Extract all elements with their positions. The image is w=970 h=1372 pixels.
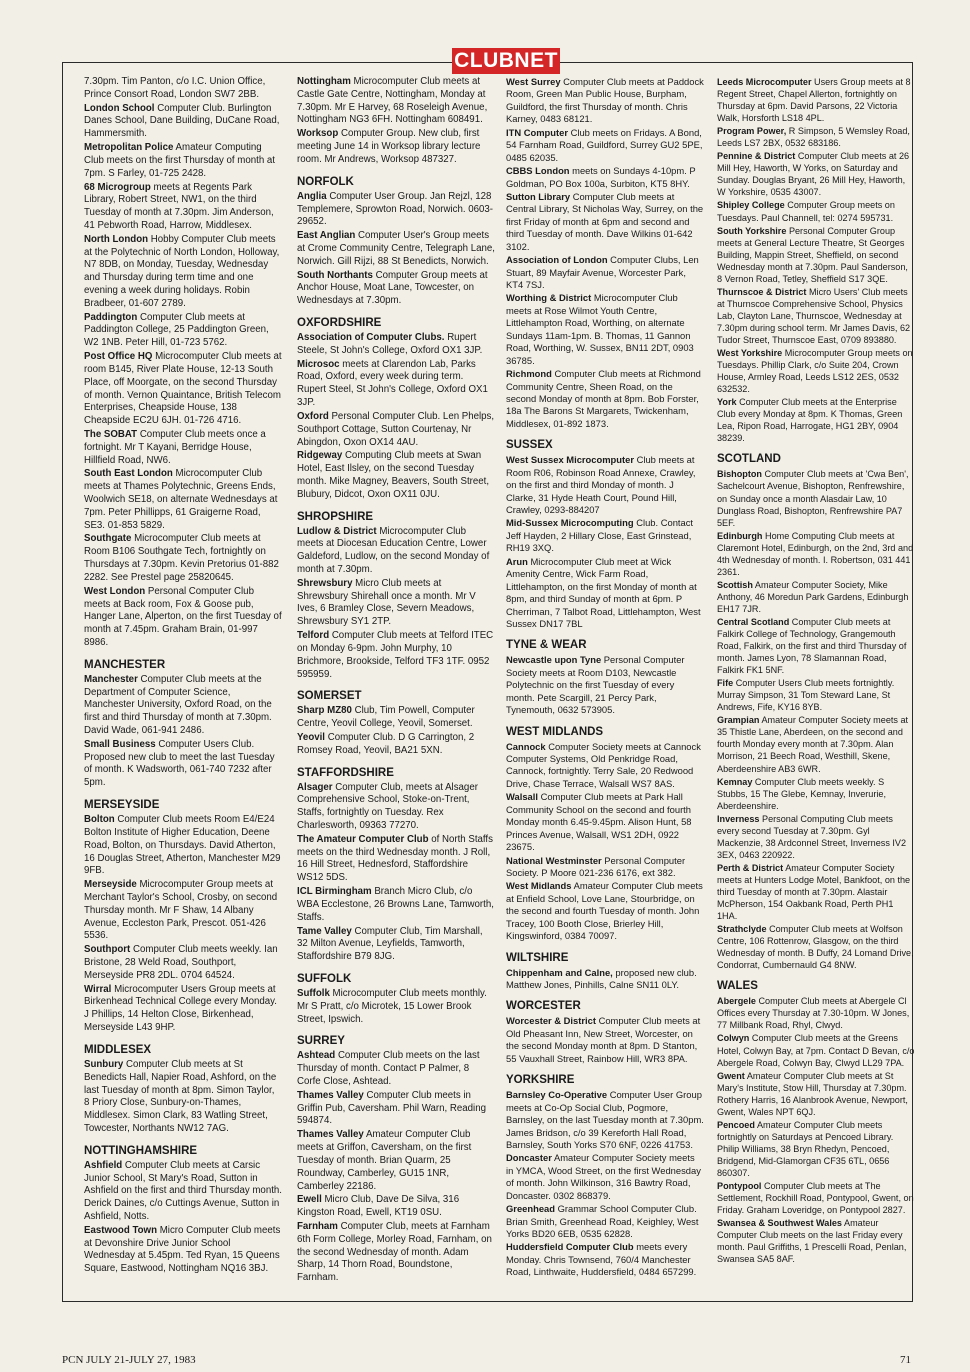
club-name: Walsall xyxy=(506,791,538,803)
page-number: 71 xyxy=(900,1354,911,1366)
club-name: Huddersfield Computer Club xyxy=(506,1241,634,1253)
club-details: Microcomputer Club meets at Diocesan Education Centre, Lower Galdeford, Ludlow, on the second Monday of month at 7.30pm. xyxy=(297,525,490,575)
club-details: Computer Club meets at the Greens Hotel, Colwyn Bay, at 7pm. Contact D Bevan, c/o Abergele Road, Colwyn Bay, Clwyd LL29 7PA. xyxy=(717,1033,915,1068)
club-name: Kemnay xyxy=(717,776,753,787)
club-name: Ashfield xyxy=(84,1159,123,1171)
club-details: Microcomputer Club meets at Rose Wilmot Youth Centre, Littlehampton Road, Worthing, on alternate Sundays 11am-1pm. B. Thomas, 11 Gannon Road, Worthing, W. Sussex, BN11 2DT, 0903 36785. xyxy=(506,292,694,366)
club-details: Computer Club meets at Central Library, St Nicholas Way, Surrey, on the first Friday of month at 6pm and second and third Tuesday of month. Dave Wilkins 01-642 3102. xyxy=(506,190,704,252)
club-details: Microcomputer Users Group meets at Birkenhead Technical College every Monday. J Phillips, 14 Helton Close, Birkenhead, Merseyside L43 9HP. xyxy=(84,983,277,1034)
club-details: Branch Micro Club, c/o WBA Ecclestone, 26 Browns Lane, Tamworth, Staffs. xyxy=(297,886,494,923)
club-entry xyxy=(297,1050,495,1088)
club-name: North London xyxy=(84,233,149,245)
club-details: Microcomputer Group meets on Tuesdays. Phillip Clark, c/o Suite 204, Crown House, Armley Road, Leeds LS12 2ES, 0532 632532. xyxy=(717,348,913,395)
club-details: Computer Club meets at Old Pheasant Inn, New Street, Worcester, on the second Monday month at 8pm. D Stanton, 55 Vauxhall Street, Rainbow Hill, WR3 8PA. xyxy=(506,1015,701,1064)
club-name: Central Scotland xyxy=(717,616,790,627)
club-entry xyxy=(506,741,704,791)
club-entry xyxy=(717,923,915,971)
club-entry xyxy=(717,1119,915,1179)
club-entry xyxy=(84,103,282,141)
club-entry xyxy=(297,1194,495,1220)
club-entry xyxy=(84,879,282,943)
club-details: Computer Club. D G Carrington, 2 Romsey Road, Yeovil, BA21 5XN. xyxy=(297,731,475,756)
club-details: Amateur Computer Club meets fortnightly on Saturdays at Pencoed Library. Philip Williams, 38 Bryn Rhedyn, Pencoed, Bridgend, Mid-Glamorgan CF35 6TL, 0656 860307. xyxy=(717,1119,894,1178)
club-entry xyxy=(297,732,495,758)
club-entry xyxy=(506,1203,704,1240)
club-details: Amateur Computer Society meets at 35 Thistle Lane, Aberdeen, on the second and fourth Monday every month at 7.30pm. Alan Morrison, 21 Beech Road, Westhill, Skene, Aberdeenshire AB3 6WR. xyxy=(717,715,909,774)
club-name: Chippenham and Calne, xyxy=(506,966,613,978)
club-entry xyxy=(84,586,282,650)
club-entry xyxy=(297,1090,495,1128)
club-entry xyxy=(84,944,282,982)
club-entry xyxy=(717,76,915,124)
club-details: Computer Club meets at Paddington College, 25 Paddington Green, W2 1NB. Peter Hill, 01-723 5762. xyxy=(84,311,269,349)
region-heading: WEST MIDLANDS xyxy=(506,725,604,738)
club-name: Wirral xyxy=(84,983,112,995)
club-name: Ewell xyxy=(297,1194,322,1206)
club-entry xyxy=(297,705,495,731)
club-entry xyxy=(506,855,704,880)
region-heading: STAFFORDSHIRE xyxy=(297,766,394,779)
club-entry xyxy=(506,791,704,853)
club-entry xyxy=(506,556,704,631)
club-details: Computing Club meets at Swan Hotel, East Ilsley, on the second Tuesday month. Mike Magney, Beavers, South Street, Blubury, Didcot, Oxon OX11 0JU. xyxy=(297,450,490,500)
club-details: Personal Computer Club. Len Phelps, Southport Cottage, Sutton Courtenay, Nr Abingdon, Oxon OX14 4AU. xyxy=(297,410,495,448)
region-heading: SUFFOLK xyxy=(297,972,352,985)
club-name: Ashtead xyxy=(297,1050,336,1062)
club-name: Southport xyxy=(84,944,131,956)
club-details: Computer Club meets at Wolfson Centre, 106 Rottenrow, Glasgow, on the third Wednesday of month. B Duffy, 24 Lomand Drive, Condorrat, Cumbernauld G4 8NW. xyxy=(717,924,914,971)
club-details: Amateur Computer Club meets on the last Friday every month. Paul Griffiths, 1 Prescelli Road, Penlan, Swansea SA5 8AF. xyxy=(717,1218,907,1265)
club-details: Computer Club meets at the Enterprise Club every Monday at 8pm. K Thomas, Green Lea, Ripon Road, Harrogate, HG1 2BY, 0904 38239. xyxy=(717,397,903,444)
club-entry xyxy=(297,834,495,885)
club-details: Computer Club meets at 26 Mill Hey, Haworth, W Yorks, on Saturday and Sunday. Douglas Bryant, 26 Mill Hey, Haworth, W Yorkshire, 0535 43007. xyxy=(717,151,910,198)
club-details: Computer Club meets at Carsic Junior School, St Mary's Road, Sutton in Ashfield on the first and third Thursday month. Derick Daines, c/o Cuttings Avenue, Sutton in Ashfield, Notts. xyxy=(84,1159,282,1222)
club-name: Doncaster xyxy=(506,1152,552,1164)
club-name: Oxford xyxy=(297,410,329,422)
club-name: Shrewsbury xyxy=(297,577,353,589)
club-entry xyxy=(717,579,915,615)
club-details: 7.30pm. Tim Panton, c/o I.C. Union Office, Prince Consort Road, London SW7 2BB. xyxy=(84,76,266,100)
club-name: South East London xyxy=(84,468,173,480)
club-details: meets at Clarendon Lab, Parks Road, Oxford, every week during term. Rupert Steel, St John's College, Oxford OX1 3JP. xyxy=(297,358,488,409)
club-entry xyxy=(84,429,282,467)
club-entry xyxy=(297,128,495,166)
club-name: York xyxy=(717,397,737,408)
club-entry xyxy=(717,1070,915,1118)
club-details: Microcomputer Club meets monthly. Mr S Pratt, c/o Microtek, 15 Lower Brook Street, Ipswich. xyxy=(297,987,487,1025)
club-details: Computer Group. New club, first meeting June 14 in Worksop library lecture room. Mr Andrews, Worksop 487327. xyxy=(297,128,481,165)
club-name: Farnham xyxy=(297,1220,338,1232)
club-details: Computer Club meets Room E4/E24 Bolton Institute of Higher Education, Deene Road, Bolton, on Thursdays. David Atherton, 16 Douglas Street, Atherton, Manchester M29 9FB. xyxy=(84,814,281,877)
club-details: Computer Club meets weekly. S Stubbs, 15 The Glebe, Kemnay, Inverurie, Aberdeenshire. xyxy=(717,776,887,811)
club-entry xyxy=(297,988,495,1026)
club-details: proposed new club. Matthew Jones, Pinhills, Calne SN11 0LY. xyxy=(506,966,697,990)
club-entry xyxy=(717,776,915,812)
column-1 xyxy=(84,76,282,1277)
club-details: Microcomputer Club meets at Room B106 Southgate Tech, fortnightly on Thursdays at 7.30pm. Kevin Pretorius 01-882 2282. See Prestel page 25820645. xyxy=(84,533,279,583)
region-heading: NORFOLK xyxy=(297,175,354,188)
club-entry xyxy=(717,813,915,861)
club-name: West Surrey xyxy=(506,76,561,87)
club-name: Thames Valley xyxy=(297,1129,364,1141)
club-name: Thames Valley xyxy=(297,1089,364,1101)
club-entry-continued xyxy=(84,76,282,102)
club-entry xyxy=(717,714,915,774)
club-entry xyxy=(297,191,495,229)
club-entry xyxy=(297,270,495,308)
region-heading: WALES xyxy=(717,980,758,993)
club-name: Pencoed xyxy=(717,1119,755,1130)
region-heading: WILTSHIRE xyxy=(506,951,569,964)
club-name: Richmond xyxy=(506,368,552,380)
club-name: Grampian xyxy=(717,715,760,726)
club-details: Amateur Computer Society meets at Hunters Lodge Motel, Bankfoot, on the third Tuesday of month at 7.30pm. Alastair McPherson, 154 Oakbank Road, Perth PH1 1HA. xyxy=(717,862,911,922)
club-details: Computer Club meets at Richmond Community Centre, Sheen Road, on the second Monday of month at 8pm. Bob Forster, 18a The Barons St Margarets, Twickenham, Middlesex, 01-892 1873. xyxy=(506,368,701,429)
club-entry xyxy=(84,984,282,1035)
club-name: Cannock xyxy=(506,740,546,752)
club-details: Computer Club, meets at Alsager Comprehensive School, Stoke-on-Trent, Staffs, fortnightly on Tuesday. Rex Charlesworth, 09363 77270. xyxy=(297,781,478,831)
club-entry xyxy=(297,526,495,577)
club-name: ICL Birmingham xyxy=(297,886,372,898)
club-entry xyxy=(506,254,704,291)
club-entry xyxy=(84,1160,282,1224)
club-name: South Northants xyxy=(297,269,373,281)
club-name: Eastwood Town xyxy=(84,1224,158,1236)
club-name: Swansea & Southwest Wales xyxy=(717,1218,842,1229)
club-details: Micro Club meets at Shrewsbury Shirehall once a month. Mr V Ives, 6 Bramley Close, Severn Meadows, Shrewsbury SY1 2TP. xyxy=(297,577,476,628)
club-name: Sutton Library xyxy=(506,190,571,202)
club-name: West London xyxy=(84,585,146,597)
club-details: Computer Club meets in Griffin Pub, Caversham. Phil Warn, Reading 594874. xyxy=(297,1089,486,1127)
club-entry xyxy=(717,150,915,198)
club-details: Amateur Computer Club meets at Griffon, Caversham, on the first Tuesday of month. Brian Quarm, 25 Roundway, Camberley, GU15 1NR, Camberley 22186. xyxy=(297,1129,472,1192)
club-details: Computer Club meets on the last Thursday of month. Contact P Palmer, 8 Corfe Close, Ashtead. xyxy=(297,1050,480,1087)
club-details: Computer User Group. Jan Rejzl, 128 Templemere, Sprowton Road, Norwich. 0603-29652. xyxy=(297,190,493,228)
club-entry xyxy=(717,199,915,223)
region-heading: OXFORDSHIRE xyxy=(297,317,382,329)
club-name: Inverness xyxy=(717,813,760,824)
club-details: Computer Club meets once a fortnight. Mr T Kayani, Berridge House, Hillfield Road, NW6. xyxy=(84,428,266,466)
region-heading: MIDDLESEX xyxy=(84,1043,152,1056)
club-entry xyxy=(506,880,704,942)
club-name: Telford xyxy=(297,630,330,642)
club-entry xyxy=(297,886,495,924)
club-entry xyxy=(717,995,915,1031)
club-entry xyxy=(506,517,704,554)
club-entry xyxy=(506,127,704,164)
club-details: Microcomputer Club meets at room B145, River Plate House, 12-13 South Place, off Moorgate, on the second Thursday of month. Vernon Quaintance, British Telecom Enterprises, Cheapside House, 138 Cheapside EC2U 6JH. 01-726 4716. xyxy=(84,351,282,427)
region-heading: WORCESTER xyxy=(506,1000,581,1013)
region-heading: NOTTINGHAMSHIRE xyxy=(84,1144,198,1157)
club-details: Microcomputer Club meets at Castle Gate Centre, Nottingham, Monday at 7.30pm. Mr E Harvey, 68 Roseleigh Avenue, Nottingham NG3 6FH. Nottingham 608491. xyxy=(297,76,488,126)
club-name: Arun xyxy=(506,555,528,567)
club-entry xyxy=(84,533,282,584)
club-name: National Westminster xyxy=(506,854,602,866)
region-heading: TYNE & WEAR xyxy=(506,639,587,652)
club-details: Microcomputer Club meets at Thames Polytechnic, Greens Ends, Woolwich SE18, on alternate Wednesdays at 7pm. Peter Phillipps, 61 Graigerne Road, SE3. 01-853 5829. xyxy=(84,468,278,531)
club-details: meets at Regents Park Library, Robert Street, NW1, on the third Tuesday of month at 7.30pm. Jim Anderson, 41 Pebworth Road, Harrow, Middlesex. xyxy=(84,181,274,231)
club-details: Personal Computer Society meets at Room D103, Newcastle Polytechnic on the first Tuesday of every month. Pete Scargill, 21 Percy Park, Tynemouth, 0632 573905. xyxy=(506,654,685,716)
club-entry xyxy=(297,1129,495,1193)
club-entry xyxy=(297,450,495,501)
club-details: Computer Club meets at 'Cwa Ben', Sachelcourt Avenue, Bishopton, Renfrewshire, on Sunday once a month Alasdair Law, 10 Dunglass Road, Bishopton, Renfrewshire PA7 5EF. xyxy=(717,469,909,528)
club-details: Hobby Computer Club meets at the Polytechnic of North London, Holloway, N7 8DB, on Monday, Tuesday, Wednesday and Thursday during term time and one evening a week during holidays. Robin Bradbeer, 01-607 2789. xyxy=(84,233,280,309)
club-details: Club meets on Fridays. A Bond, 54 Farnham Road, Guildford, Surrey GU2 5PE, 0485 62035. xyxy=(506,126,703,163)
club-name: Shipley College xyxy=(717,200,785,211)
region-heading: SURREY xyxy=(297,1035,345,1048)
club-name: Metropolitan Police xyxy=(84,142,174,154)
club-details: Amateur Computer Society meets in YMCA, Wood Street, on the first Wednesday of month. John Wilkinson, 316 Bawtry Road, Doncaster. 0302 868379. xyxy=(506,1152,701,1201)
club-name: Abergele xyxy=(717,996,756,1007)
club-name: Anglia xyxy=(297,190,327,202)
club-details: Computer Club meets at Falkirk College of Technology, Grangemouth Road, Falkirk, on the first and third Thursday of month. James Lyon, 78 Slamannan Road, Falkirk FK1 5NF. xyxy=(717,616,907,676)
club-entry xyxy=(506,1015,704,1065)
club-entry xyxy=(297,76,495,127)
club-entry xyxy=(506,1152,704,1202)
club-entry xyxy=(506,654,704,716)
club-name: Gwent xyxy=(717,1070,745,1081)
club-name: Sunbury xyxy=(84,1058,124,1070)
club-name: Yeovil xyxy=(297,731,326,743)
club-details: Computer Group meets at Anchor House, Moat Lane, Towcester, on Wednesdays at 7.30pm. xyxy=(297,269,488,307)
club-name: West Midlands xyxy=(506,880,572,892)
club-name: Post Office HQ xyxy=(84,351,153,363)
club-name: Nottingham xyxy=(297,76,351,87)
club-name: Worcester & District xyxy=(506,1015,596,1027)
club-details: Club meets at Room R06, Robinson Road Annexe, Crawley, on the first and third Monday of month. J Clarke, 31 Hyde Heath Court, Pound Hill, Crawley, 0293-884207 xyxy=(506,454,696,515)
club-details: Grammar School Computer Club. Brian Smith, Greenhead Road, Keighley, West Yorks BD20 6EB, 0535 62828. xyxy=(506,1203,699,1239)
club-details: Amateur Computer Club meets at Enfield School, Love Lane, Stourbridge, on the second and fourth Tuesday of month. John Tracey, 100 Booth Close, Brierley Hill, Kingswinford, 0384 70097. xyxy=(506,880,703,942)
club-details: Rupert Steele, St John's College, Oxford OX1 3JP. xyxy=(297,332,483,356)
club-details: R Simpson, 5 Wemsley Road, Leeds LS7 2BX, 0532 683186. xyxy=(717,126,910,149)
club-name: Fife xyxy=(717,678,734,689)
club-entry xyxy=(717,1217,915,1265)
club-name: London School xyxy=(84,102,155,114)
column-3 xyxy=(506,76,704,1280)
club-details: Personal Computer Society. P Moore 021-236 6176, ext 382. xyxy=(506,854,686,878)
club-name: South Yorkshire xyxy=(717,225,787,236)
club-name: Association of London xyxy=(506,254,608,266)
section-banner: CLUBNET xyxy=(452,48,560,74)
club-details: Computer Club meets at Abergele Cl Offices every Thursday at 7.30-10pm. W Jones, 77 Millbank Road, Rhyl, Clwyd. xyxy=(717,996,910,1031)
club-entry xyxy=(84,468,282,532)
club-name: Paddington xyxy=(84,311,138,323)
club-entry xyxy=(506,368,704,430)
club-name: Southgate xyxy=(84,533,132,545)
club-entry xyxy=(717,225,915,285)
club-name: East Anglian xyxy=(297,230,356,242)
club-entry xyxy=(506,1241,704,1278)
club-name: Thurnscoe & District xyxy=(717,286,807,297)
footer-issue: PCN JULY 21-JULY 27, 1983 xyxy=(62,1354,196,1366)
club-details: Club. Contact Jeff Hayden, 2 Hillary Close, East Grinstead, RH19 3XQ. xyxy=(506,517,694,554)
club-entry xyxy=(84,739,282,790)
club-name: Sharp MZ80 xyxy=(297,705,352,717)
club-name: ITN Computer xyxy=(506,126,568,138)
club-name: Newcastle upon Tyne xyxy=(506,654,602,666)
club-entry xyxy=(297,782,495,833)
club-entry xyxy=(84,1225,282,1276)
club-details: Computer Club meets at Telford ITEC on Monday 6-9pm. John Murphy, 10 Brichmore, Brookside, Telford TF3 1TF. 0952 595959. xyxy=(297,630,494,680)
club-name: Ludlow & District xyxy=(297,525,377,537)
club-details: Computer Club, Tim Marshall, 32 Milton Avenue, Leyfields, Tamworth, Staffordshire B79 8JG. xyxy=(297,925,483,963)
region-heading: SHROPSHIRE xyxy=(297,510,374,523)
club-name: Tame Valley xyxy=(297,925,352,937)
club-entry xyxy=(717,862,915,922)
club-name: Perth & District xyxy=(717,862,784,873)
region-heading: MANCHESTER xyxy=(84,658,166,671)
club-details: Computer Group meets on Tuesdays. Paul Channell, tel: 0274 595731. xyxy=(717,200,895,223)
club-details: Personal Computer Club meets at Back room, Fox & Goose pub, Hanger Lane, Alperton, on the first Tuesday of month at 7.45pm. Graham Brain, 01-997 8986. xyxy=(84,585,282,648)
club-entry xyxy=(506,191,704,253)
club-entry xyxy=(717,468,915,528)
club-name: Suffolk xyxy=(297,987,330,999)
region-heading: SUSSEX xyxy=(506,439,553,452)
club-name: Alsager xyxy=(297,781,333,793)
club-details: Personal Computing Club meets every second Tuesday at 7.30pm. Gyl Mackenzie, 38 Ardconnel Street, Inverness IV2 3EX, 0463 220922. xyxy=(717,813,907,860)
club-details: Computer Society meets at Cannock Computer Systems, Old Penkridge Road, Cannock, fortnightly. Terry Sale, 20 Redwood Drive, Chase Terrace, Walsall WS7 8AS. xyxy=(506,740,701,789)
club-name: Bolton xyxy=(84,814,115,826)
club-entry xyxy=(506,967,704,992)
club-entry xyxy=(84,182,282,233)
club-details: Club, Tim Powell, Computer Centre, Yeovil College, Yeovil, Somerset. xyxy=(297,705,475,730)
club-details: Computer User Group meets at Co-Op Social Club, Pogmore, Barnsley, on the last Tuesday month at 7.30pm. James Bridson, c/o 39 Kereforth Hall Road, Barnsley, South Yorks S70 6NF, 0226 41753. xyxy=(506,1089,704,1150)
club-details: Microcomputer Club meet at Wick Amenity Centre, Wick Farm Road, Littlehampton, on the first Monday of month at 8pm, and third Sunday of month at 6pm. P Cherriman, 7 Talbot Road, Littlehampton, West Sussex DN17 7BL xyxy=(506,555,701,629)
club-entry xyxy=(506,1089,704,1151)
club-entry xyxy=(717,677,915,713)
club-name: Strathclyde xyxy=(717,924,767,935)
club-entry xyxy=(297,332,495,358)
club-name: Leeds Microcomputer xyxy=(717,77,812,87)
club-details: of North Staffs meets on the third Wednesday month. J Roll, 16 Hill Street, Hednesford, Staffordshire WS12 5DS. xyxy=(297,833,493,884)
region-heading: MERSEYSIDE xyxy=(84,799,160,812)
club-name: Pontypool xyxy=(717,1181,762,1192)
club-name: The Amateur Computer Club xyxy=(297,833,429,845)
club-name: Barnsley Co-Operative xyxy=(506,1089,608,1101)
club-details: meets every Monday. Chris Townsend, 760/4 Manchester Road, Linthwaite, Huddersfield, 0484 657299. xyxy=(506,1241,697,1278)
club-entry xyxy=(297,230,495,268)
club-name: Scottish xyxy=(717,579,753,590)
club-details: Computer Users Club. Proposed new club to meet the last Tuesday of month. K Wadsworth, 061-740 7232 after 5pm. xyxy=(84,738,275,789)
region-heading: SOMERSET xyxy=(297,690,362,703)
club-details: Micro Users' Club meets at Thurnscoe Comprehensive School, Physics Lab, Clayton Lane, Thurnscoe, Wednesday at 7.30pm during school term. Mr James Davis, 62 Tudor Street, Thurnscoe East, 0709 893880. xyxy=(717,286,911,345)
club-name: West Yorkshire xyxy=(717,348,783,359)
club-entry xyxy=(506,454,704,516)
club-details: Users Group meets at 8 Regent Street, Chapel Allerton, fortnightly on Thursday at 6pm. David Parsons, 22 Victoria Walk, Horsforth LS18 4PL. xyxy=(717,77,911,124)
club-name: Manchester xyxy=(84,673,138,685)
club-details: Computer Users Club meets fortnightly. Murray Simpson, 31 Tom Steward Lane, St Andrews, Fife, KY16 8YB. xyxy=(717,678,895,713)
club-name: Microsoc xyxy=(297,358,340,370)
club-entry xyxy=(506,76,704,126)
club-details: Home Computing Club meets at Claremont Hotel, Edinburgh, on the 2nd, 3rd and 4th Wednesday of month. I. Robertson, 031 441 2361. xyxy=(717,530,914,577)
club-details: Computer Clubs, Len Stuart, 89 Mayfair Avenue, Worcester Park, KT4 7SJ. xyxy=(506,254,699,290)
club-entry xyxy=(717,1032,915,1068)
club-name: Greenhead xyxy=(506,1203,555,1215)
club-entry xyxy=(84,351,282,428)
club-name: Program Power, xyxy=(717,126,787,137)
club-entry xyxy=(84,674,282,738)
club-name: Small Business xyxy=(84,738,156,750)
club-details: Computer Club meets at Paddock Room, Green Man Public House, Burpham, Guildford, the first Thursday of month. Chris Karney, 0483 68121. xyxy=(506,76,704,125)
club-details: Microcomputer Group meets at Merchant Taylor's School, Crosby, on second Thursday month. Mr F Shaw, 14 Albany Avenue, Eccleston Park, Prescot. 051-426 5536. xyxy=(84,879,278,942)
club-name: Worthing & District xyxy=(506,292,592,304)
club-details: Personal Computer Group meets at General Lecture Theatre, St Georges Building, Mappin Street, Sheffield, on second Wednesday month at 7.30pm. Paul Sanderson, 8 Vernon Road, Tetley, Sheffield S17 3QE. xyxy=(717,225,908,284)
club-details: Computer Club meets at the Department of Computer Science, Manchester University, Oxford Road, on the first and third Thursday of month at 7.30pm. David Wade, 061-941 2486. xyxy=(84,673,272,736)
club-name: The SOBAT xyxy=(84,428,138,440)
club-details: Computer User's Group meets at Crome Community Centre, Telegraph Lane, Norwich. Gill Rijzi, 88 St Benedicts, Norwich. xyxy=(297,230,495,267)
club-details: Computer Club meets at St Benedicts Hall, Napier Road, Ashford, on the last Tuesday of month at 8pm. Simon Taylor, 8 Priory Close, Sunbury-on-Thames, Middlesex. Simon Clark, 83 Watling Street, Towcester, Northants NW12 7AG. xyxy=(84,1058,277,1134)
club-entry xyxy=(506,165,704,190)
column-2 xyxy=(297,76,495,1286)
club-details: Micro Computer Club meets at Devonshire Drive Junior School Wednesday at 5.45pm. Ted Ryan, 15 Queens Square, Eastwood, Nottingham NQ16 3BJ. xyxy=(84,1224,281,1275)
club-entry xyxy=(297,1221,495,1285)
club-name: Association of Computer Clubs. xyxy=(297,332,445,343)
club-entry xyxy=(84,312,282,350)
club-name: CBBS London xyxy=(506,165,570,177)
club-details: Computer Club meets at The Settlement, Rockhill Road, Pontypool, Gwent, on Friday. Graham Loveridge, on Pontypool 2827. xyxy=(717,1181,914,1216)
club-name: Pennine & District xyxy=(717,151,796,162)
club-entry xyxy=(84,1059,282,1136)
club-name: Worksop xyxy=(297,128,339,140)
club-name: Mid-Sussex Microcomputing xyxy=(506,517,634,529)
region-heading: SCOTLAND xyxy=(717,453,781,466)
club-entry xyxy=(717,1180,915,1216)
region-heading: YORKSHIRE xyxy=(506,1074,575,1087)
club-entry xyxy=(506,292,704,367)
club-name: Colwyn xyxy=(717,1033,750,1044)
club-details: Computer Club meets weekly. Ian Bristone, 28 Weld Road, Southport, Merseyside PR8 2DL. 0704 64524. xyxy=(84,944,278,981)
club-entry xyxy=(297,359,495,410)
club-details: Computer Club. Burlington Danes School, Dane Building, DuCane Road, Hammersmith. xyxy=(84,102,280,140)
club-name: Edinburgh xyxy=(717,530,763,541)
club-name: 68 Microgroup xyxy=(84,181,151,193)
club-details: Amateur Computing Club meets on the first Thursday of month at 7pm. S Farley, 01-725 2428. xyxy=(84,142,275,179)
club-entry xyxy=(297,578,495,629)
club-name: Bishopton xyxy=(717,469,762,480)
club-details: meets on Sundays 4-10pm. P Goldman, PO Box 100a, Surbiton, KT5 8HY. xyxy=(506,165,696,189)
club-entry xyxy=(717,530,915,578)
club-entry xyxy=(717,125,915,149)
club-name: Merseyside xyxy=(84,879,137,891)
club-name: West Sussex Microcomputer xyxy=(506,454,634,466)
club-details: Computer Club, meets at Farnham 6th Form College, Morley Road, Farnham, on the second Wednesday of month. Adam Sharp, 14 Thorn Road, Boundstone, Farnham. xyxy=(297,1220,492,1284)
club-entry xyxy=(84,814,282,878)
club-entry xyxy=(84,234,282,311)
club-entry xyxy=(717,286,915,346)
club-details: Amateur Computer Club meets at St Mary's Institute, Stow Hill, Thursday at 7.30pm. Rothery Harris, 16 Alanbrook Avenue, Newport, Gwent, Wales NPT 6QJ. xyxy=(717,1070,908,1117)
club-entry xyxy=(717,347,915,395)
club-name: Ridgeway xyxy=(297,450,343,462)
club-entry xyxy=(84,142,282,180)
club-entry xyxy=(297,926,495,964)
club-entry xyxy=(717,616,915,676)
club-entry xyxy=(297,630,495,681)
club-details: Computer Club meets at Park Hall Community School on the second and fourth Monday month 6.45-9.45pm. Alison Hunt, 58 Princes Avenue, Walsall, WS1 2DH, 0922 23675. xyxy=(506,791,692,853)
club-details: Amateur Computer Society, Mike Anthony, 46 Moredun Park Gardens, Edinburgh EH17 7JR. xyxy=(717,579,909,614)
club-entry xyxy=(717,396,915,444)
column-4 xyxy=(717,76,915,1266)
club-details: Micro Club, Dave De Silva, 316 Kingston Road, Ewell, KT19 0SU. xyxy=(297,1194,460,1219)
club-entry xyxy=(297,411,495,449)
